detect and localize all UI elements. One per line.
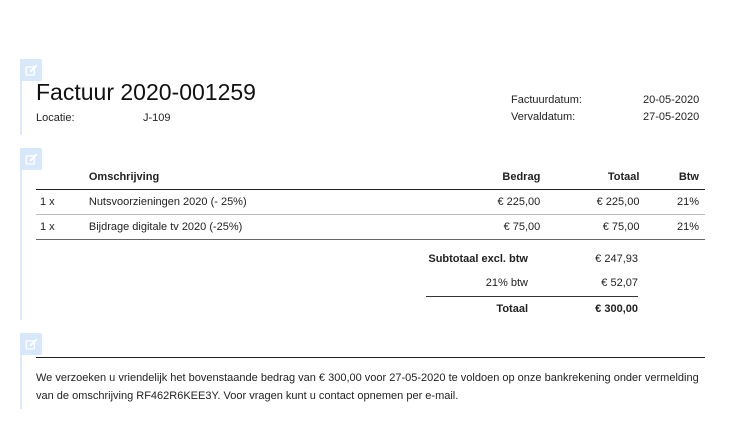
edit-icon (25, 338, 38, 351)
subtotal-row (426, 248, 638, 272)
row-total: € 225,00 (540, 190, 639, 215)
edit-footer-button[interactable] (20, 333, 42, 355)
row-description: Nutsvoorzieningen 2020 (- 25%) (89, 190, 367, 215)
invoice-lines-section (20, 148, 722, 320)
table-row (36, 215, 705, 240)
row-qty: 1 x (36, 190, 89, 215)
invoice-footer-section (20, 333, 722, 409)
vat-row (426, 272, 638, 296)
due-date-label: Vervaldatum: (511, 111, 576, 123)
vat-value: € 52,07 (601, 277, 638, 289)
payment-instructions: We verzoeken u vriendelijk het bovenstaande bedrag van € 300,00 voor 27-05-2020 te voldoen op onze bankrekening onder vermelding van de omschrijving RF462R6KEE3Y. Voor vragen kunt u contact opnemen per e-mail. (36, 372, 699, 402)
invoice-title: Factuur 2020-001259 (36, 79, 256, 105)
total-label: Totaal (496, 303, 528, 315)
table-header-row (36, 164, 705, 190)
row-amount: € 75,00 (367, 215, 541, 240)
row-qty: 1 x (36, 215, 89, 240)
due-date-value: 27-05-2020 (643, 111, 700, 123)
footer-divider (36, 357, 705, 358)
edit-icon (25, 64, 38, 77)
totals-divider (426, 296, 638, 297)
location-label: Locatie: (36, 112, 75, 124)
row-vat: 21% (639, 215, 705, 240)
column-header-total: Totaal (540, 164, 639, 190)
total-row (426, 298, 638, 322)
invoice-date-label: Factuurdatum: (511, 94, 582, 106)
row-vat: 21% (639, 190, 705, 215)
row-total: € 75,00 (540, 215, 639, 240)
total-value: € 300,00 (595, 303, 638, 315)
column-header-amount: Bedrag (367, 164, 541, 190)
subtotal-label: Subtotaal excl. btw (428, 253, 528, 265)
subtotal-value: € 247,93 (595, 253, 638, 265)
invoice-header-section (20, 59, 722, 135)
invoice-lines-table (36, 164, 705, 240)
table-row (36, 190, 705, 215)
row-description: Bijdrage digitale tv 2020 (-25%) (89, 215, 367, 240)
column-header-qty (36, 164, 89, 190)
edit-header-button[interactable] (20, 59, 42, 81)
location-value: J-109 (143, 112, 171, 124)
invoice-date-value: 20-05-2020 (643, 94, 700, 106)
totals-block (426, 248, 638, 322)
vat-label: 21% btw (485, 277, 528, 289)
column-header-vat: Btw (639, 164, 705, 190)
column-header-description: Omschrijving (89, 164, 367, 190)
row-amount: € 225,00 (367, 190, 541, 215)
